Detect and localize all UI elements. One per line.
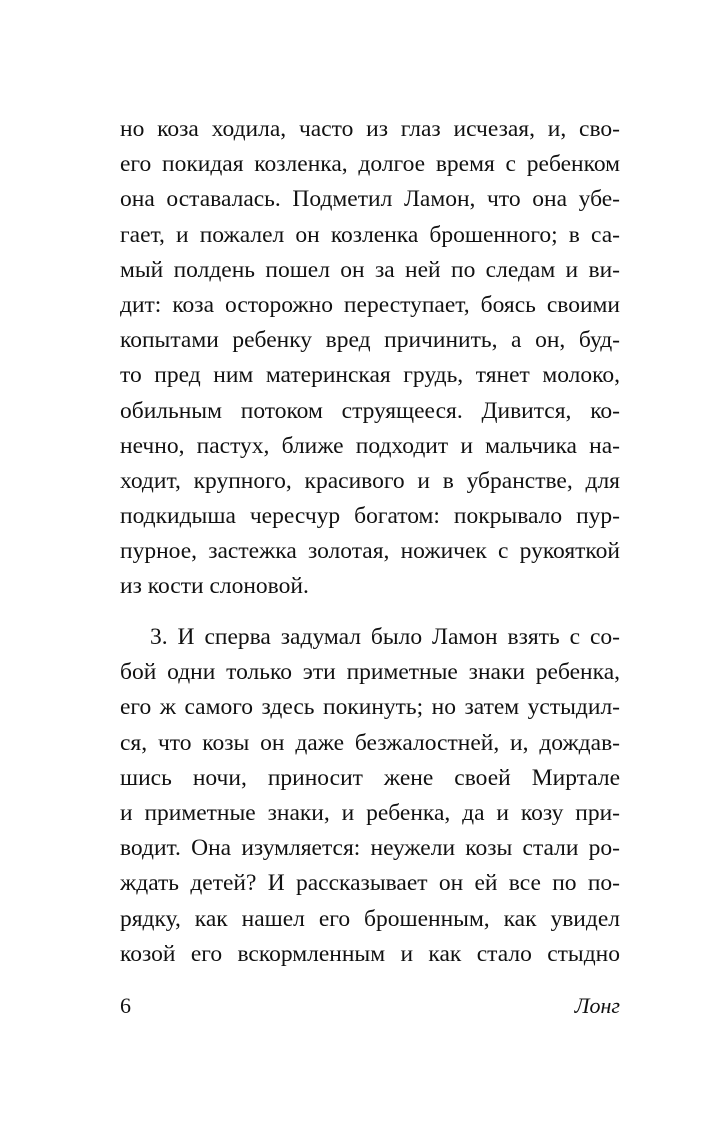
text-line: из кости слоновой. bbox=[120, 573, 309, 600]
text-line: его ж самого здесь покинуть; но затем устыдил- bbox=[120, 694, 620, 721]
text-line: его покидая козленка, долгое время с ребенком bbox=[120, 151, 620, 178]
text-line: подкидыша чересчур богатом: покрывало пур- bbox=[120, 503, 620, 530]
text-line: водит. Она изумляется: неужели козы стали ро- bbox=[120, 835, 620, 862]
text-line: 3. И сперва задумал было Ламон взять с со- bbox=[150, 624, 620, 650]
text-line: обильным потоком струящееся. Дивится, ко- bbox=[120, 397, 620, 424]
text-line: гает, и пожалел он козленка брошенного; в са- bbox=[120, 221, 620, 248]
text-line: шись ночи, приносит жене своей Миртале bbox=[120, 764, 620, 791]
running-title: Лонг bbox=[574, 993, 620, 1018]
text-line: нечно, пастух, ближе подходит и мальчика на- bbox=[120, 432, 620, 459]
text-line: то пред ним материнская грудь, тянет молоко, bbox=[120, 362, 620, 389]
text-line: ся, что козы он даже безжалостней, и, дождав- bbox=[120, 729, 620, 756]
text-line: дит: коза осторожно переступает, боясь своими bbox=[120, 291, 620, 318]
text-line: бой одни только эти приметные знаки ребенка, bbox=[120, 659, 620, 686]
page-number: 6 bbox=[120, 993, 131, 1018]
text-line: пурное, застежка золотая, ножичек с рукояткой bbox=[120, 538, 620, 565]
text-line: но коза ходила, часто из глаз исчезая, и, сво- bbox=[120, 116, 620, 142]
text-line: она оставалась. Подметил Ламон, что она убе- bbox=[120, 186, 620, 213]
text-line: ходит, крупного, красивого и в убранстве, для bbox=[120, 467, 620, 494]
text-line: мый полдень пошел он за ней по следам и ви- bbox=[120, 256, 620, 283]
text-line: копытами ребенку вред причинить, а он, буд- bbox=[120, 327, 620, 354]
text-line: рядку, как нашел его брошенным, как увидел bbox=[120, 905, 620, 932]
text-line: ждать детей? И рассказывает он ей все по по- bbox=[120, 870, 620, 897]
paragraph-2 bbox=[120, 620, 620, 972]
paragraph-1 bbox=[120, 112, 620, 605]
text-line: козой его вскормленным и как стало стыдно bbox=[120, 940, 620, 967]
text-line: и приметные знаки, и ребенка, да и козу при- bbox=[120, 799, 620, 826]
